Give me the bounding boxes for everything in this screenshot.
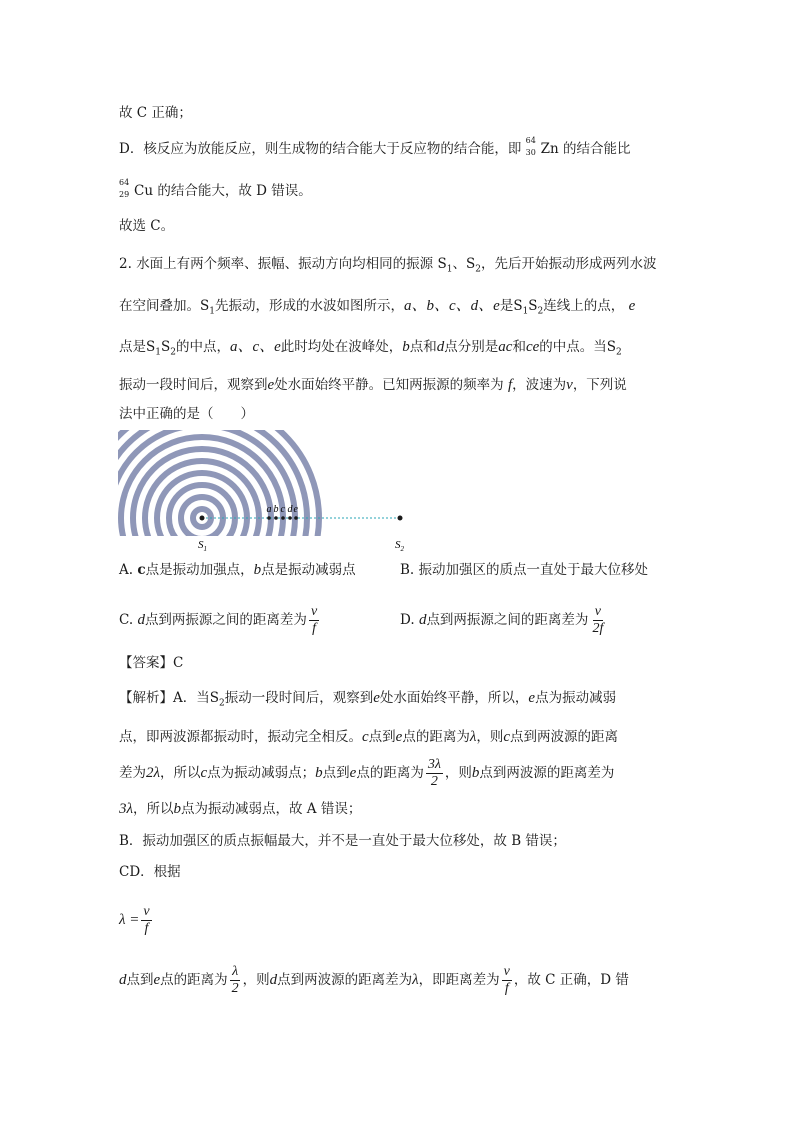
text: 点到两波源的距离差为 — [277, 972, 413, 988]
text: 点和 — [409, 339, 437, 355]
analysis-line: 【解析】A．当$S_2$振动一段时间后，观察到e处水面始终平静，所以，e点为振动减弱 — [119, 690, 617, 709]
text: 故 C 正确； — [119, 105, 192, 121]
text-line — [119, 216, 174, 236]
analysis-tag: 【解析】 — [119, 690, 173, 706]
text: 的中点， — [175, 339, 230, 355]
text: 的中点。当 — [539, 339, 607, 355]
source-s1-dot — [200, 516, 205, 521]
option-key: D. — [400, 612, 415, 628]
text: 连线上的点， — [543, 298, 625, 314]
text: e — [395, 729, 403, 745]
nuclide-cu: 64 29 — [119, 177, 130, 199]
text: 故选 C。 — [119, 218, 175, 234]
text: D．核反应为放能反应，则生成物的结合能大于反应物的结合能，即 — [119, 141, 522, 157]
text: b — [471, 765, 480, 781]
point-label-a: a — [266, 504, 272, 515]
text: 1 — [209, 306, 215, 317]
text: 点为振动减弱点； — [207, 765, 316, 781]
text: e — [373, 690, 380, 706]
answer-tag: 【答案】 — [119, 655, 173, 671]
text: a、b、c、d、e — [403, 298, 500, 314]
fraction: $\frac{v}{f}$ — [143, 904, 150, 936]
question-line: 点是$S_1S_2$的中点，a、c、e此时均处在波峰处，b点和d点分别是ac和ce的中点。当$S_2$ — [119, 339, 622, 358]
text: B．振动加强区的质点振幅最大，并不是一直处于最大位移处，故 B 错误； — [119, 833, 566, 849]
text: 是 — [499, 298, 514, 314]
text-line — [119, 103, 192, 123]
text: 点是振动减弱点 — [261, 562, 356, 578]
analysis-line — [119, 831, 566, 851]
text: 先振动，形成的水波如图所示， — [214, 298, 404, 314]
text: ，所以 — [133, 801, 174, 817]
fraction: $\frac{v}{f}$ — [503, 964, 510, 996]
text: ，即距离差为 — [418, 972, 500, 988]
text-line — [119, 177, 312, 202]
text: 点到 — [126, 972, 154, 988]
text: 振动一段时间后，观察到 — [119, 377, 268, 393]
point-label-b: b — [273, 504, 279, 515]
option-key: C. — [119, 612, 134, 628]
text: 点，即两波源都振动时，振动完全相反。 — [119, 729, 362, 745]
point-label-c: c — [280, 504, 285, 515]
text: 法中正确的是（ ） — [119, 406, 254, 422]
analysis-line — [119, 799, 361, 819]
question-line: 在空间叠加。$S_1$先振动，形成的水波如图所示，a、b、c、d、e是$S_1S_2$连线上的点， e — [119, 298, 636, 317]
text: a、c、e — [229, 339, 281, 355]
option-c — [119, 600, 321, 640]
wave-rings — [118, 430, 319, 555]
point-a — [267, 516, 271, 520]
text: b — [315, 765, 323, 781]
text: e — [628, 298, 636, 314]
text: ac — [498, 339, 513, 355]
text: ，则 — [242, 972, 270, 988]
text: λ — [412, 972, 419, 988]
text: d — [418, 612, 427, 628]
text: 点到两波源的距离 — [510, 729, 619, 745]
text: 点到 — [368, 729, 396, 745]
text: 点是振动加强点， — [145, 562, 254, 578]
text: λ — [469, 729, 477, 745]
text: 点是 — [119, 339, 146, 355]
text: d — [436, 339, 445, 355]
text: 2λ — [146, 765, 160, 781]
text: e — [267, 377, 275, 393]
text: 点的距离为 — [160, 972, 228, 988]
text: Zn — [540, 141, 559, 157]
text: 在空间叠加。S — [119, 298, 210, 314]
text: c — [200, 765, 208, 781]
option-key: A. — [119, 562, 134, 578]
text: c — [137, 562, 146, 578]
text: 、 — [452, 256, 466, 272]
text: 差为 — [119, 765, 146, 781]
text: c — [362, 729, 369, 745]
point-b — [274, 516, 278, 520]
text: 振动加强区的质点一直处于最大位移处 — [418, 562, 649, 578]
text: 振动一段时间后，观察到 — [224, 690, 374, 706]
text: S — [465, 256, 476, 272]
text: 处水面始终平静，所以， — [379, 690, 529, 706]
text: 处水面始终平静。已知两振源的频率为 — [274, 377, 504, 393]
text: λ = — [119, 912, 140, 928]
option-d — [400, 600, 607, 640]
analysis-line — [119, 753, 614, 793]
text: d — [137, 612, 145, 628]
text: d — [269, 972, 278, 988]
equation — [119, 900, 154, 940]
fraction: $\frac{3\lambda}{2}$ — [427, 757, 441, 789]
point-label-e: e — [293, 504, 298, 515]
text: CD．根据 — [119, 864, 181, 880]
text: 和 — [512, 339, 526, 355]
nuclide-zn: 64 30 — [525, 135, 536, 157]
text: e — [528, 690, 536, 706]
text: 3λ — [119, 801, 133, 817]
text: ，故 C 正确，D 错 — [513, 972, 629, 988]
point-label-d: d — [287, 504, 293, 515]
text: 点到 — [322, 765, 350, 781]
text: 点到两波源的距离差为 — [479, 765, 615, 781]
wave-figure — [118, 430, 418, 555]
answer-line — [119, 653, 183, 673]
text: 点的距离为 — [402, 729, 470, 745]
text: 的结合能大，故 D 错误。 — [157, 183, 312, 199]
option-a — [119, 560, 356, 580]
point-e — [294, 516, 298, 520]
text: 1 — [446, 264, 453, 275]
text: 点为振动减弱 — [535, 690, 617, 706]
text: 2 — [475, 264, 481, 275]
s1-label: $S_1$ — [198, 539, 207, 553]
text: b — [173, 801, 181, 817]
analysis-line — [119, 727, 618, 747]
point-c — [281, 516, 285, 520]
text: ，下列说 — [572, 377, 627, 393]
analysis-line — [119, 960, 629, 1000]
s2-label: $S_2$ — [395, 539, 404, 553]
analysis-line — [119, 862, 181, 882]
text: 点为振动减弱点，故 A 错误； — [181, 801, 362, 817]
text: 的结合能比 — [563, 141, 631, 157]
question-number: 2. — [119, 256, 132, 272]
text: ，则 — [444, 765, 472, 781]
text: Cu — [134, 183, 154, 199]
text: A．当 — [173, 690, 210, 706]
text: ，则 — [476, 729, 504, 745]
answer-value: C — [173, 655, 184, 671]
source-s2-dot — [398, 516, 403, 521]
text: b — [253, 562, 262, 578]
text: 水面上有两个频率、振幅、振动方向均相同的振源 — [136, 256, 434, 272]
text: b — [402, 339, 410, 355]
fraction: $\frac{\lambda}{2}$ — [231, 964, 239, 996]
fraction: $\frac{v}{2f}$ — [592, 604, 604, 636]
text: 点的距离为 — [356, 765, 424, 781]
text: e — [349, 765, 357, 781]
question-line — [119, 375, 627, 395]
text: e — [153, 972, 161, 988]
text: v — [566, 377, 573, 393]
text: S — [513, 298, 523, 314]
text: 点到两振源之间的距离差为 — [144, 612, 307, 628]
text: ，先后开始振动形成两列水波 — [480, 256, 657, 272]
text: S — [437, 256, 447, 272]
text: 点分别是 — [444, 339, 499, 355]
point-d — [288, 516, 292, 520]
text: ce — [525, 339, 540, 355]
text: c — [503, 729, 511, 745]
text: ，波速为 — [512, 377, 567, 393]
option-b — [400, 560, 648, 580]
question-line — [119, 254, 656, 280]
fraction: $\frac{v}{f}$ — [310, 604, 318, 636]
option-key: B. — [400, 562, 415, 578]
text: f — [507, 377, 513, 393]
text-line — [119, 135, 631, 160]
text: 点到两振源之间的距离差为 — [426, 612, 589, 628]
text: 此时均处在波峰处， — [280, 339, 403, 355]
question-line — [119, 404, 254, 424]
text: d — [119, 972, 127, 988]
text: ，所以 — [160, 765, 201, 781]
